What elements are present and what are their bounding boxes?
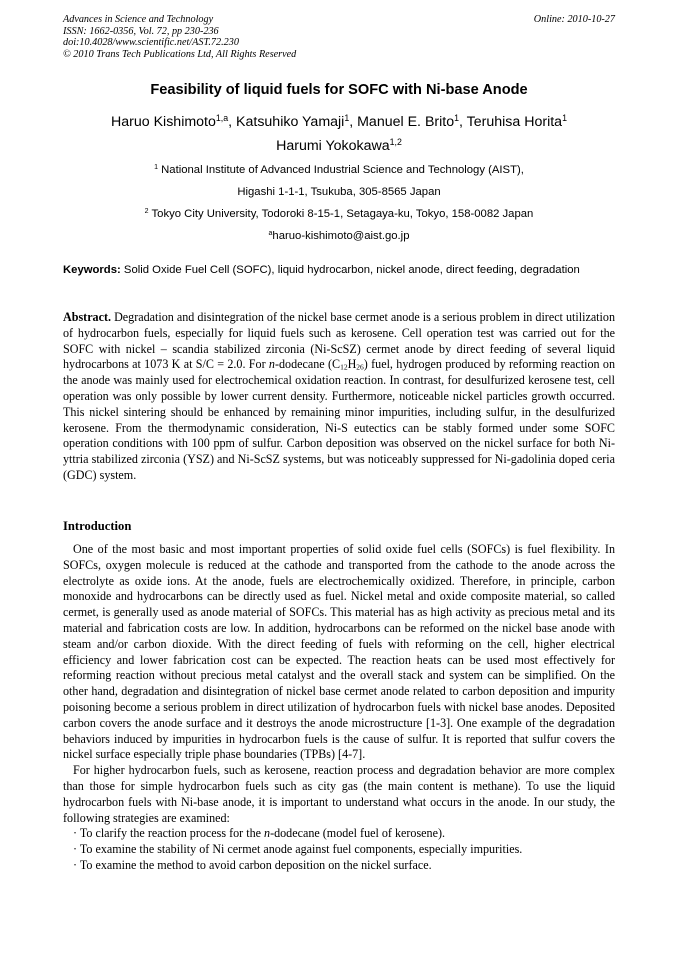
abstract-label: Abstract. bbox=[63, 310, 112, 324]
abstract-text: -dodecane (C bbox=[274, 357, 341, 372]
affiliation-text: National Institute of Advanced Industrial Science and Technology (AIST), bbox=[158, 164, 524, 176]
intro-paragraph-1: One of the most basic and most important properties of solid oxide fuel cells (SOFCs) is fuel flexibility. In SOFCs, oxygen molecule is reduced at the cathode and transported from the cathode to the anode across the electrolyte as oxide ions. At the anode, fuels are electrochemically oxidized. Therefore, in principle, carbon monoxide and hydrocarbons can be directly used as fuel. Nickel metal and oxide composite material, so called cermet, is generally used as anode material of SOFCs. This material has as high activity as precious metal and its material and fabrication costs are low. In addition, hydrocarbons can be reformed on the nickel base anode with steam and/or carbon dioxide. With the direct feeding of fuels with reforming on the cell, higher electrical efficiency and lower fabrication cost can be expected. The reaction heats can be used most effectively for reforming reaction without precious metal catalyst and the overall stack and system can be simplified. On the other hand, degradation and disintegration of nickel base cermet anode related to carbon deposition and impurity poisoning become a serious problem in direct utilization of hydrocarbon fuels with nickel base anodes. Deposited carbon covers the anode surface and it destroys the anode microstructure [1-3]. One example of the degradation behaviors induced by impurities in hydrocarbon fuels is the cause of sulfur. It is reported that sulfur covers the nickel surface especially triple phase boundaries (TPBs) [4-7]. bbox=[63, 542, 615, 762]
author-name: Haruo Kishimoto bbox=[111, 114, 216, 130]
list-item-text: -dodecane (model fuel of kerosene). bbox=[270, 826, 446, 841]
author-name: , Katsuhiko Yamaji bbox=[228, 114, 345, 130]
list-item bbox=[63, 826, 615, 842]
author-name: Harumi Yokokawa bbox=[276, 138, 390, 154]
author-affiliation-mark: 1 bbox=[344, 113, 350, 124]
issn: ISSN: 1662-0356, Vol. 72, pp 230-236 bbox=[63, 25, 219, 37]
author-name: , Manuel E. Brito bbox=[349, 114, 455, 130]
email-mark: a bbox=[268, 230, 273, 238]
copyright: © 2010 Trans Tech Publications Ltd, All Rights Reserved bbox=[63, 48, 297, 60]
author-affiliation-mark: 1 bbox=[562, 113, 567, 124]
affiliation-1-address: Higashi 1-1-1, Tsukuba, 305-8565 Japan bbox=[237, 186, 441, 198]
affiliation-1 bbox=[0, 164, 678, 176]
affiliation-text: Tokyo City University, Todoroki 8-15-1, Setagaya-ku, Tokyo, 158-0082 Japan bbox=[148, 208, 534, 220]
journal-header bbox=[63, 14, 615, 60]
online-date: Online: 2010-10-27 bbox=[533, 14, 615, 25]
abstract-italic: n bbox=[268, 357, 275, 372]
author-email bbox=[0, 230, 678, 242]
abstract-text: ) fuel, hydrogen produced by reforming reaction on the anode was mainly used for electrochemical oxidation reaction. In contrast, for desulfurized kerosene test, cell operation was only possible by lower current density. Furthermore, noticeable nickel particles growth occurred. This nickel sintering should be enhanced by remaining minor impurities, including sulfur, in the desulfurized kerosene. From the thermodynamic consideration, Ni-S eutectics can be stably formed under some SOFC operation conditions with 100 ppm of sulfur. Carbon deposition was observed on the nickel surface for both Ni-yttria stabilized zirconia (YSZ) and Ni-ScSZ systems, but was noticeably suppressed for Ni-gadolinia doped ceria (GDC) system. bbox=[63, 357, 615, 482]
affiliation-mark: 1 bbox=[154, 164, 158, 172]
keywords-text: Solid Oxide Fuel Cell (SOFC), liquid hydrocarbon, nickel anode, direct feeding, degradation bbox=[120, 264, 580, 276]
author-name: , Teruhisa Horita bbox=[459, 114, 563, 130]
affiliation-mark: 2 bbox=[144, 208, 149, 216]
strategy-list bbox=[63, 826, 615, 873]
author-affiliation-mark: 1,a bbox=[215, 113, 229, 124]
subscript: 12 bbox=[340, 362, 348, 372]
authors-line-1 bbox=[0, 114, 678, 130]
affiliation-2 bbox=[0, 208, 678, 220]
journal-name: Advances in Science and Technology bbox=[63, 14, 214, 25]
author-affiliation-mark: 1,2 bbox=[389, 137, 402, 148]
list-item-text: · To clarify the reaction process for the bbox=[73, 826, 265, 841]
keywords bbox=[63, 263, 615, 277]
list-item: · To examine the method to avoid carbon deposition on the nickel surface. bbox=[73, 857, 432, 872]
doi: doi:10.4028/www.scientific.net/AST.72.230 bbox=[63, 37, 239, 49]
abstract-text: H bbox=[347, 357, 357, 372]
authors-line-2 bbox=[0, 138, 678, 154]
list-item: · To examine the stability of Ni cermet anode against fuel components, especially impurities. bbox=[73, 842, 523, 857]
keywords-label: Keywords: bbox=[63, 264, 121, 276]
list-item-italic: n bbox=[264, 826, 271, 841]
author-affiliation-mark: 1 bbox=[454, 113, 460, 124]
introduction-body bbox=[63, 542, 615, 874]
subscript: 26 bbox=[356, 362, 364, 372]
paper-title: Feasibility of liquid fuels for SOFC with Ni-base Anode bbox=[150, 82, 528, 98]
email-address: haruo-kishimoto@aist.go.jp bbox=[272, 230, 410, 242]
abstract bbox=[63, 310, 615, 484]
intro-paragraph-2: For higher hydrocarbon fuels, such as kerosene, reaction process and degradation behavior are more complex than those for simple hydrocarbon fuels such as city gas (the main content is methane). To use the liquid hydrocarbon fuels with Ni-base anode, it is important to understand what occurs in the anode. In our study, the following strategies are examined: bbox=[63, 763, 615, 825]
abstract-text: Degradation and disintegration of the nickel base cermet anode is a serious problem in direct utilization of hydrocarbon fuels, especially for liquid fuels such as kerosene. Cell operation test was carried out for the SOFC with nickel – scandia stabilized zirconia (Ni-ScSZ) cermet anode by direct feeding of several liquid hydrocarbons at 1073 K at S/C = 2.0. For bbox=[63, 310, 615, 372]
section-heading-introduction: Introduction bbox=[63, 519, 132, 533]
